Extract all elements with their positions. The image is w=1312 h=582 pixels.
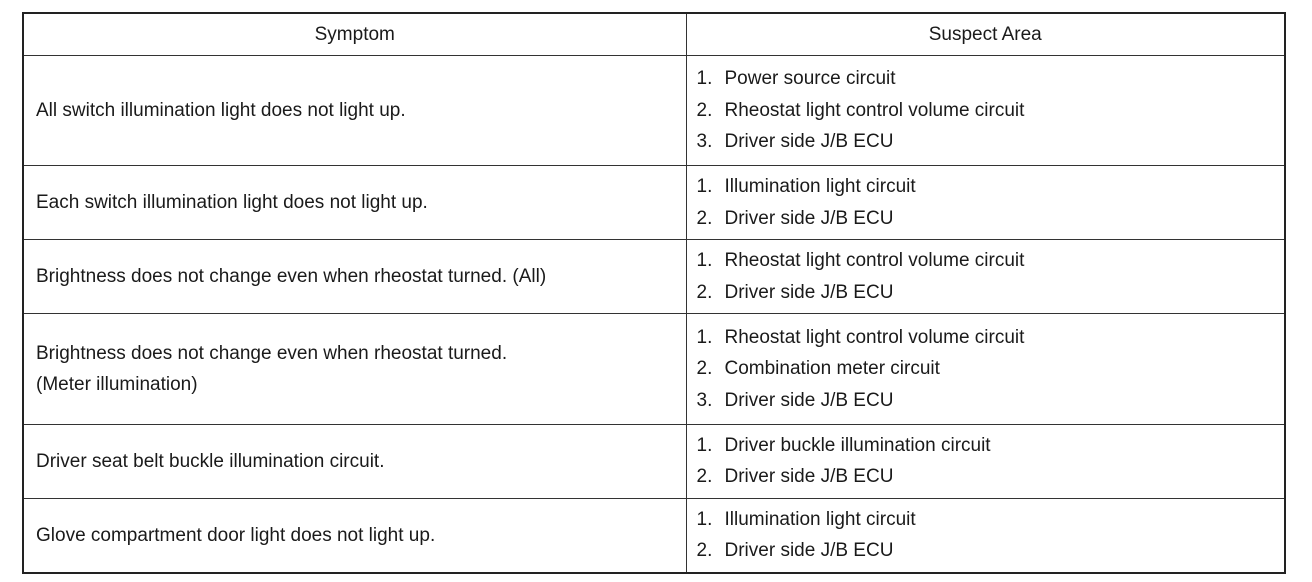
suspect-area-cell [686,166,1285,240]
suspect-area-number: 1. [696,68,713,90]
symptom-text: Glove compartment door light does not light up. [36,524,436,546]
suspect-area-number: 1. [696,250,713,272]
symptom-cell [23,314,686,425]
suspect-area-text: Driver side J/B ECU [724,130,894,152]
suspect-area-number: 1. [696,509,713,531]
suspect-area-column-header: Suspect Area [686,13,1285,55]
suspect-area-cell [686,498,1285,573]
symptom-text: All switch illumination light does not light up. [36,99,406,121]
symptom-table-container [22,12,1284,574]
suspect-area-number: 2. [696,281,713,303]
symptom-text: Driver seat belt buckle illumination circuit. [36,450,385,472]
suspect-area-item [697,63,1275,94]
suspect-area-cell [686,424,1285,498]
suspect-area-number: 1. [696,434,713,456]
suspect-area-text: Illumination light circuit [724,176,916,198]
suspect-area-item [697,277,1275,308]
suspect-area-text: Driver side J/B ECU [724,207,894,229]
suspect-area-item [697,353,1275,384]
suspect-area-text: Driver side J/B ECU [724,466,894,488]
suspect-area-number: 1. [696,326,713,348]
symptom-column-header: Symptom [23,13,686,55]
table-row [23,498,1285,573]
table-row [23,240,1285,314]
suspect-area-number: 2. [696,540,713,562]
suspect-area-text: Rheostat light control volume circuit [724,250,1025,272]
symptom-text: (Meter illumination) [36,373,198,395]
suspect-area-number: 2. [696,207,713,229]
symptom-cell [23,55,686,166]
table-header-row [23,13,1285,55]
suspect-area-cell [686,55,1285,166]
table-row [23,424,1285,498]
suspect-area-item [697,245,1275,276]
suspect-area-item [697,203,1275,234]
suspect-area-text: Driver buckle illumination circuit [724,434,991,456]
symptom-cell [23,424,686,498]
suspect-area-item [697,95,1275,126]
table-body [23,55,1285,573]
suspect-area-text: Illumination light circuit [724,509,916,531]
suspect-area-item [697,430,1275,461]
suspect-area-text: Rheostat light control volume circuit [724,326,1025,348]
suspect-area-number: 3. [696,130,713,152]
suspect-area-cell [686,240,1285,314]
suspect-area-item [697,322,1275,353]
symptom-text: Brightness does not change even when rheostat turned. [36,342,508,364]
suspect-area-text: Combination meter circuit [724,358,940,380]
table-row [23,314,1285,425]
suspect-area-item [697,171,1275,202]
symptom-table [22,12,1286,574]
table-row [23,55,1285,166]
suspect-area-number: 1. [696,176,713,198]
suspect-area-number: 3. [696,389,713,411]
suspect-area-item [697,126,1275,157]
suspect-area-item [697,385,1275,416]
symptom-text: Brightness does not change even when rheostat turned. (All) [36,265,547,287]
table-row [23,166,1285,240]
symptom-text: Each switch illumination light does not light up. [36,191,428,213]
suspect-area-text: Driver side J/B ECU [724,540,894,562]
suspect-area-text: Power source circuit [724,68,896,90]
suspect-area-item [697,535,1275,566]
suspect-area-number: 2. [696,358,713,380]
symptom-cell [23,498,686,573]
suspect-area-number: 2. [696,99,713,121]
suspect-area-text: Rheostat light control volume circuit [724,99,1025,121]
suspect-area-number: 2. [696,466,713,488]
suspect-area-text: Driver side J/B ECU [724,389,894,411]
suspect-area-text: Driver side J/B ECU [724,281,894,303]
suspect-area-item [697,504,1275,535]
suspect-area-item [697,461,1275,492]
symptom-cell [23,166,686,240]
symptom-cell [23,240,686,314]
suspect-area-cell [686,314,1285,425]
